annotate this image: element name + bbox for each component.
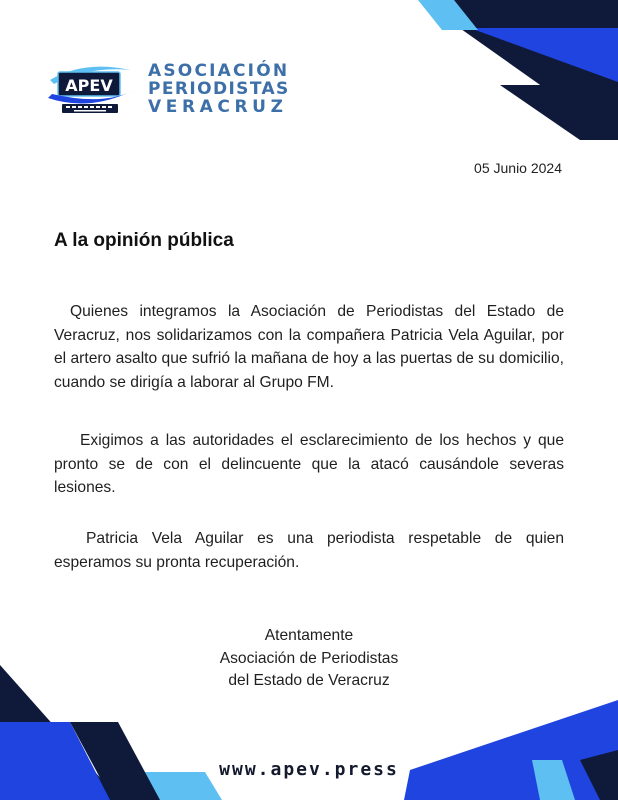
logo-keyboard-base bbox=[62, 104, 118, 113]
signature-closing: Atentamente bbox=[264, 627, 354, 644]
organization-name-logo bbox=[148, 62, 290, 116]
apev-logo-mark bbox=[44, 60, 136, 122]
body-paragraph-1: Quienes integramos la Asociación de Periodistas del Estado de Veracruz, nos solidarizamos con la compañera Patricia Vela Aguilar, por el artero asalto que sufrió la mañana de hoy a las puertas de su domicilio, cuando se dirigía a laborar al Grupo FM. bbox=[54, 303, 564, 391]
body-paragraph-2: Exigimos a las autoridades el esclarecimiento de los hechos y que pronto se de con el delincuente que la atacó causándole severas lesiones. bbox=[54, 432, 564, 496]
signature-block bbox=[0, 625, 618, 693]
signature-org-line2: del Estado de Veracruz bbox=[228, 672, 390, 689]
website-url: www.apev.press bbox=[219, 759, 399, 780]
logo-text-line1: ASOCIACIÓN bbox=[148, 61, 290, 81]
logo-text-line2: PERIODISTAS bbox=[148, 79, 290, 99]
logo-text-line3: VERACRUZ bbox=[148, 97, 288, 117]
bottom-right-blue-band bbox=[404, 700, 618, 800]
letter-date: 05 Junio 2024 bbox=[474, 160, 562, 176]
logo-badge-text: APEV bbox=[65, 76, 113, 95]
letter-heading: A la opinión pública bbox=[54, 230, 234, 251]
body-paragraph-3: Patricia Vela Aguilar es una periodista respetable de quien esperamos su pronta recuperación. bbox=[54, 530, 564, 571]
signature-org-line1: Asociación de Periodistas bbox=[219, 649, 399, 667]
